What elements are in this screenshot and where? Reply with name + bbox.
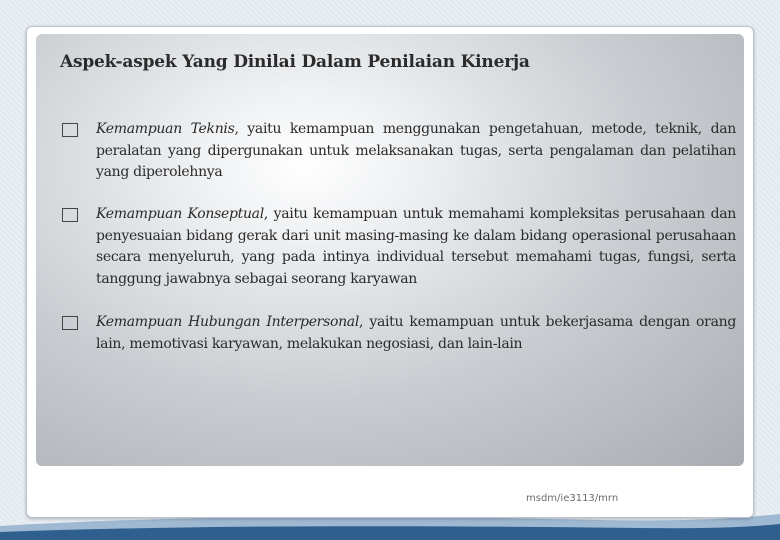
square-bullet-icon xyxy=(62,208,78,222)
item-description: , yaitu kemampuan untuk bekerjasama dengan orang lain, memotivasi karyawan, melakukan negosiasi, dan lain-lain xyxy=(96,314,736,352)
item-term: Kemampuan Teknis xyxy=(96,121,235,137)
list-item xyxy=(96,312,736,355)
footer-text: msdm/ie3113/mrn xyxy=(526,493,619,504)
list-item xyxy=(96,204,736,290)
list-item xyxy=(96,119,736,184)
item-description: , yaitu kemampuan menggunakan pengetahuan, metode, teknik, dan peralatan yang dipergunakan untuk melaksanakan tugas, serta pengalaman dan pelatihan yang diperolehnya xyxy=(96,121,736,180)
square-bullet-icon xyxy=(62,123,78,137)
slide-title: Aspek-aspek Yang Dinilai Dalam Penilaian Kinerja xyxy=(60,52,530,72)
item-description: , yaitu kemampuan untuk memahami kompleksitas perusahaan dan penyesuaian bidang gerak dari unit masing-masing ke dalam bidang operasional perusahaan secara menyeluruh, yang pada intinya individual tersebut memahami tugas, fungsi, serta tanggung jawabnya sebagai seorang karyawan xyxy=(96,206,736,287)
item-term: Kemampuan Konseptual xyxy=(96,206,264,222)
square-bullet-icon xyxy=(62,316,78,330)
item-term: Kemampuan Hubungan Interpersonal xyxy=(96,314,360,330)
